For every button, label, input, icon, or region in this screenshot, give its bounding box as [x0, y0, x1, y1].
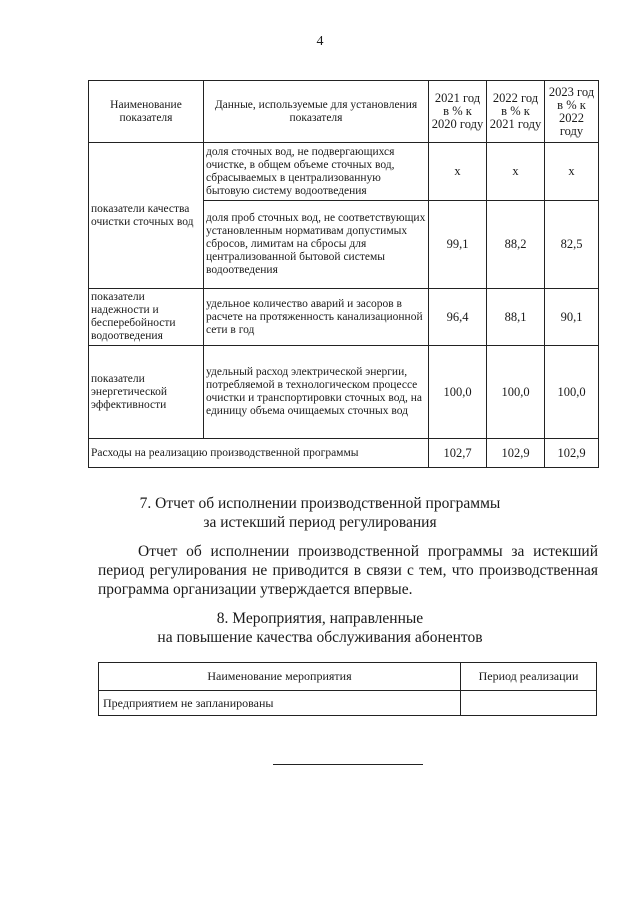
total-value: 102,9	[545, 439, 599, 468]
section-7-title-line-2: за истекший период регулирования	[203, 514, 437, 531]
page-number: 4	[316, 34, 324, 49]
header-data-used: Данные, используемые для установления показателя	[204, 81, 429, 143]
row-data: доля проб сточных вод, не соответствующих установленным нормативам допустимых сбросов, лимитам на сбросы для централизованной бытовой системы водоотведения	[204, 201, 429, 289]
row-value: 100,0	[487, 346, 545, 439]
total-value: 102,7	[429, 439, 487, 468]
header-indicator-name: Наименование показателя	[89, 81, 204, 143]
total-label: Расходы на реализацию производственной программы	[89, 439, 429, 468]
header-period: Период реализации	[461, 663, 597, 691]
table-row	[89, 143, 599, 201]
row-data: удельное количество аварий и засоров в расчете на протяженность канализационной сети в год	[204, 289, 429, 346]
row-value: 82,5	[545, 201, 599, 289]
total-value: 102,9	[487, 439, 545, 468]
indicators-table	[88, 80, 599, 468]
section-7-paragraph-text: Отчет об исполнении производственной программы за истекший период регулирования не приводится в связи с тем, что производственная программа организации утверждается впервые.	[98, 543, 598, 598]
header-2022: 2022 год в % к 2021 году	[487, 81, 545, 143]
row-value: 90,1	[545, 289, 599, 346]
row-value: 88,1	[487, 289, 545, 346]
row-value: 100,0	[545, 346, 599, 439]
group-quality: показатели качества очистки сточных вод	[89, 143, 204, 289]
events-table	[98, 662, 597, 716]
total-row	[89, 439, 599, 468]
row-value: х	[545, 143, 599, 201]
section-8-title-line-1: 8. Мероприятия, направленные	[216, 610, 424, 627]
section-8-title-line-2: на повышение качества обслуживания абонентов	[157, 629, 483, 646]
events-header-row	[99, 663, 597, 691]
event-name: Предприятием не запланированы	[99, 691, 461, 716]
header-event-name: Наименование мероприятия	[99, 663, 461, 691]
row-value: 88,2	[487, 201, 545, 289]
table-row	[89, 346, 599, 439]
event-period	[461, 691, 597, 716]
section-7-paragraph	[98, 542, 598, 599]
header-2023: 2023 год в % к 2022 году	[545, 81, 599, 143]
row-value: 100,0	[429, 346, 487, 439]
table-row	[89, 289, 599, 346]
table-header-row	[89, 81, 599, 143]
group-energy: показатели энергетической эффективности	[89, 346, 204, 439]
group-reliability: показатели надежности и бесперебойности водоотведения	[89, 289, 204, 346]
row-value: 96,4	[429, 289, 487, 346]
events-row	[99, 691, 597, 716]
row-data: доля сточных вод, не подвергающихся очистке, в общем объеме сточных вод, сбрасываемых в централизованную бытовую систему водоотведения	[204, 143, 429, 201]
row-value: 99,1	[429, 201, 487, 289]
row-data: удельный расход электрической энергии, потребляемой в технологическом процессе очистки и транспортировки сточных вод, на единицу объема очищаемых сточных вод	[204, 346, 429, 439]
row-value: х	[429, 143, 487, 201]
header-2021: 2021 год в % к 2020 году	[429, 81, 487, 143]
section-7-title-line-1: 7. Отчет об исполнении производственной программы	[139, 495, 501, 512]
row-value: х	[487, 143, 545, 201]
signature-line	[273, 764, 423, 765]
